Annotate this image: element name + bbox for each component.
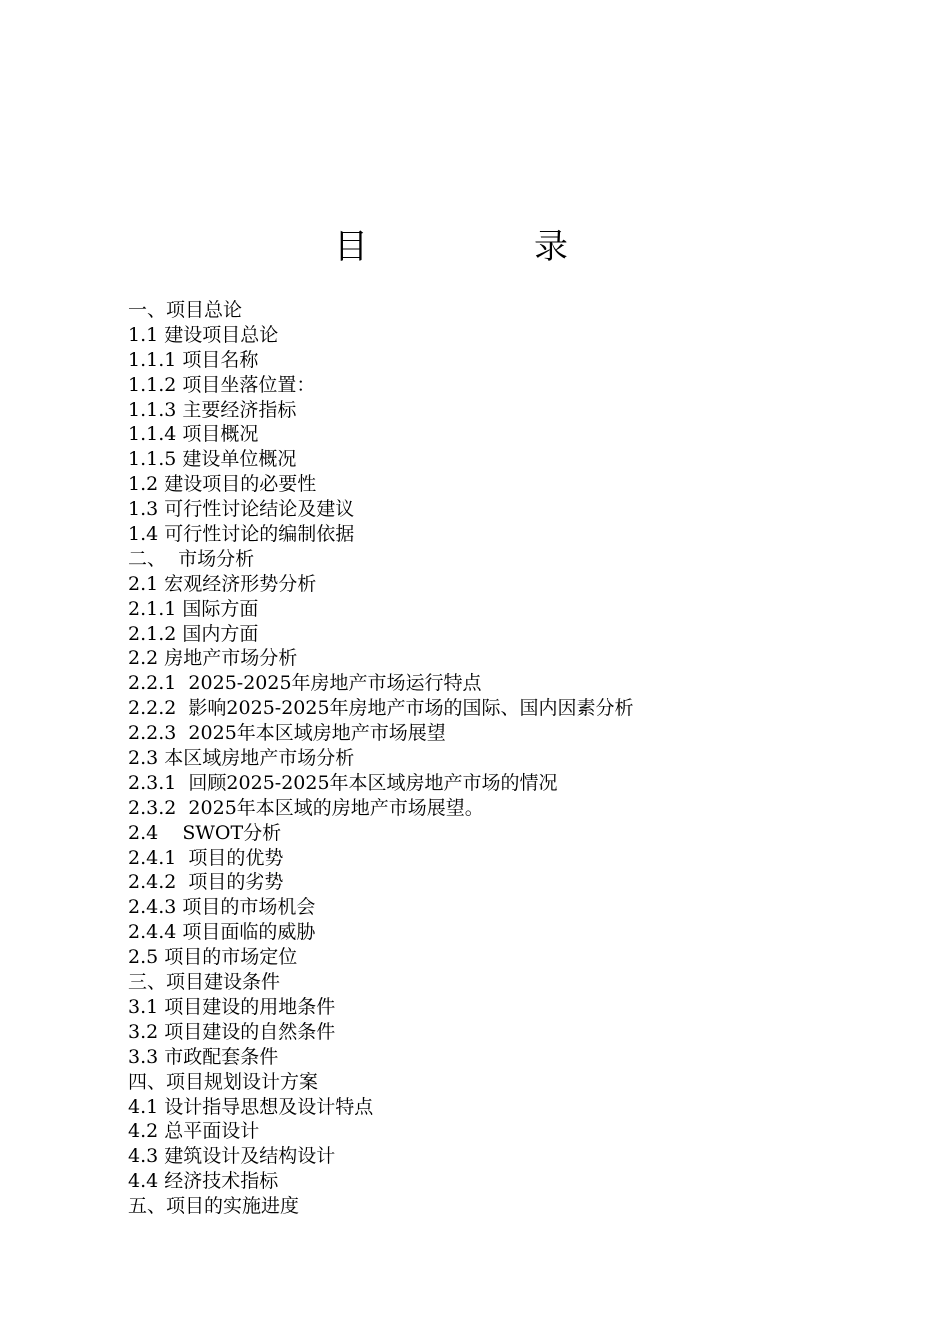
toc-entry: 1.4 可行性讨论的编制依据 [128, 523, 355, 546]
toc-entry: 4.2 总平面设计 [128, 1120, 260, 1143]
toc-title: 目 录 [334, 226, 634, 267]
toc-entry: 1.1.5 建设单位概况 [128, 448, 297, 471]
toc-entry: 二、 市场分析 [128, 547, 255, 570]
toc-entry: 1.1.3 主要经济指标 [128, 398, 297, 421]
toc-entry: 2.2.1 2025-2025年房地产市场运行特点 [128, 672, 482, 695]
toc-entry: 1.1.1 项目名称 [128, 348, 259, 371]
toc-entry: 3.1 项目建设的用地条件 [128, 995, 336, 1018]
toc-entry: 1.1 建设项目总论 [128, 323, 279, 346]
toc-entry: 1.2 建设项目的必要性 [128, 473, 317, 496]
toc-entry: 1.3 可行性讨论结论及建议 [128, 498, 355, 521]
toc-entry: 2.4 SWOT分析 [128, 821, 282, 844]
toc-entry: 2.4.2 项目的劣势 [128, 871, 284, 894]
toc-entry: 2.2.2 影响2025-2025年房地产市场的国际、国内因素分析 [128, 697, 634, 720]
toc-entry: 4.3 建筑设计及结构设计 [128, 1145, 336, 1168]
toc-entry: 五、项目的实施进度 [128, 1195, 300, 1218]
toc-entry: 2.2 房地产市场分析 [128, 647, 298, 670]
toc-entry: 2.4.4 项目面临的威胁 [128, 921, 316, 944]
toc-entry: 2.5 项目的市场定位 [128, 946, 298, 969]
toc-entry: 4.4 经济技术指标 [128, 1170, 279, 1193]
toc-entry: 2.1 宏观经济形势分析 [128, 572, 317, 595]
toc-entry: 2.1.2 国内方面 [128, 622, 259, 645]
toc-entry: 2.3 本区域房地产市场分析 [128, 747, 355, 770]
toc-entry: 3.2 项目建设的自然条件 [128, 1020, 336, 1043]
toc-entry: 一、项目总论 [128, 299, 243, 321]
toc-entry: 1.1.4 项目概况 [128, 423, 259, 446]
toc-entry: 2.4.3 项目的市场机会 [128, 896, 316, 919]
toc-list [128, 298, 908, 1219]
toc-entry: 2.3.1 回顾2025-2025年本区域房地产市场的情况 [128, 771, 558, 794]
toc-entry: 2.1.1 国际方面 [128, 597, 259, 620]
toc-entry: 2.4.1 项目的优势 [128, 846, 284, 869]
toc-entry: 2.3.2 2025年本区域的房地产市场展望。 [128, 796, 484, 819]
toc-entry: 4.1 设计指导思想及设计特点 [128, 1095, 374, 1118]
toc-entry: 1.1.2 项目坐落位置： [128, 373, 316, 396]
toc-entry: 3.3 市政配套条件 [128, 1045, 279, 1068]
toc-entry: 2.2.3 2025年本区域房地产市场展望 [128, 722, 446, 745]
toc-entry: 三、项目建设条件 [128, 971, 281, 994]
toc-entry: 四、项目规划设计方案 [128, 1070, 319, 1093]
